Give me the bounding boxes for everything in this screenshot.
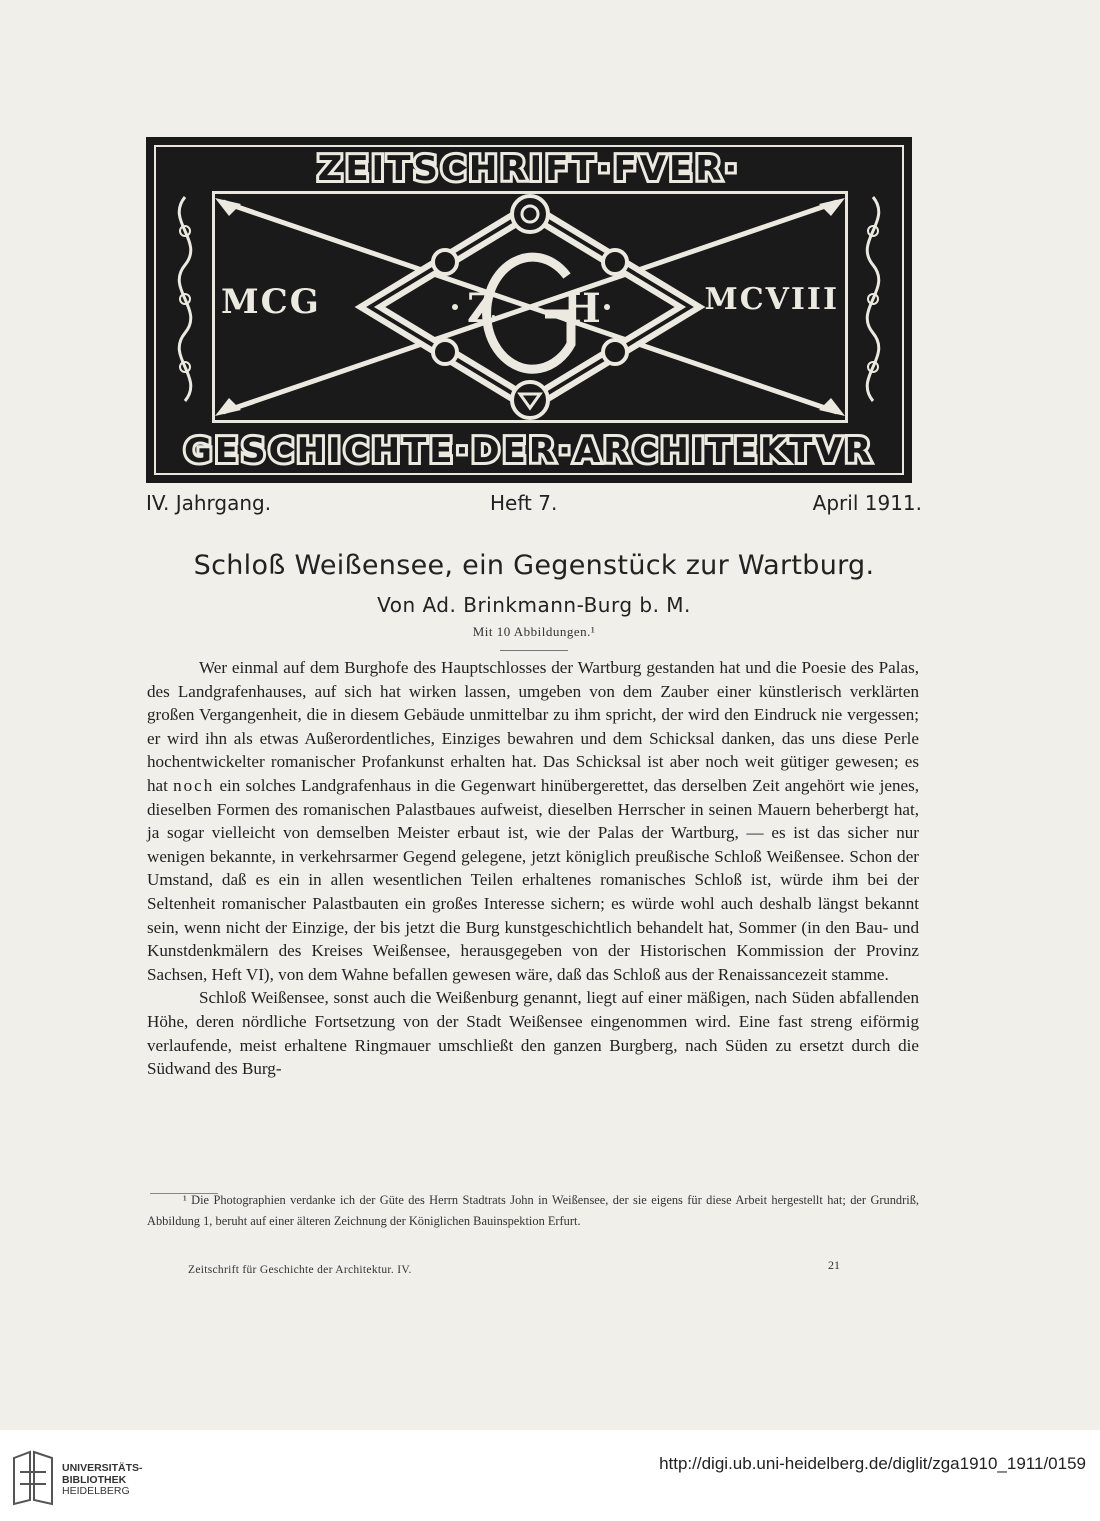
library-name: UNIVERSITÄTS- BIBLIOTHEK HEIDELBERG: [62, 1462, 143, 1497]
article-author: Von Ad. Brinkmann-Burg b. M.: [377, 593, 691, 617]
footnote: ¹ Die Photographien verdanke ich der Güte des Herrn Stadtrats John in Weißensee, der sie eigens für diese Arbeit hergestellt hat; der Grundriß, Abbildung 1, beruht auf einer älteren Zeichnung der Königlichen Bauinspektion Erfurt.: [147, 1193, 919, 1228]
paragraph-2: Schloß Weißensee, sonst auch die Weißenburg genannt, liegt auf einer mäßigen, nach Süden abfallenden Höhe, deren nördliche Fortsetzung von der Stadt Weißensee eingenommen wird. Eine fast streng eiförmig verlaufende, meist erhaltene Ringmauer umschließt den ganzen Burgberg, nach Süden zu ersetzt durch die Südwand des Burg-: [147, 988, 919, 1079]
paragraph-1: Wer einmal auf dem Burghofe des Hauptschlosses der Wartburg gestanden hat und die Poesie des Palas, des Landgrafenhauses, auf sich hat wirken lassen, umgeben von dem Zauber einer künstlerisch verklärten großen Vergangenheit, die in diesem Gebäude unmittelbar zu ihm spricht, der wird den Eindruck nie vergessen; er wird ihn als etwas Außerordentliches, Einziges bewahren und dem Schicksal danken, das uns diese Perle hochentwickelter romanischer Profankunst erhalten hat. Das Schicksal ist aber noch weit gütiger gewesen; es hat noch ein solches Landgrafenhaus in die Gegenwart hinübergerettet, das derselben Zeit angehört wie jenes, dieselben Formen des romanischen Palastbaues aufweist, dieselben Herrscher in seinen Mauern beherbergt hat, ja sogar vielleicht von demselben Meister erbaut ist, wie der Palas der Wartburg, — es ist das sicher nur wenigen bekannte, in verkehrsarmer Gegend gelegene, jetzt königlich preußische Schloß Weißensee. Schon der Umstand, daß es ein in allen wesentlichen Teilen erhaltenes romanisches Schloß ist, würde ihm bei der Seltenheit romanischer Palastbauten ein großes Interesse sichern; es würde wohl auch deshalb längst bekannt sein, wenn nicht der Einzige, der bis jetzt die Burg kunstgeschichtlich behandelt hat, Sommer (in den Bau- und Kunstdenkmälern des Kreises Weißensee, herausgegeben von der Historischen Kommission der Provinz Sachsen, Heft VI), von dem Wahne befallen gewesen wäre, daß das Schloß aus der Renaissancezeit stamme.: [147, 658, 920, 984]
left-scroll-ornament: [160, 191, 210, 423]
center-monogram-h: H: [563, 285, 601, 332]
left-monogram: MCG: [221, 282, 321, 322]
center-monogram-z: Z: [467, 285, 497, 332]
issue-number: Heft 7.: [490, 491, 558, 515]
volume-label: IV. Jahrgang.: [146, 491, 272, 515]
page-number: 21: [828, 1258, 840, 1272]
permalink-url[interactable]: http://digi.ub.uni-heidelberg.de/diglit/zga1910_1911/0159: [659, 1454, 1086, 1473]
issue-date: April 1911.: [812, 491, 922, 515]
emphasis-noch: noch: [173, 775, 215, 795]
article-body: [147, 656, 919, 1081]
title-separator: [500, 650, 568, 651]
masthead-top-text: ZEITSCHRIFT·FVER·: [317, 149, 741, 189]
journal-footer: Zeitschrift für Geschichte der Architektur. IV.: [188, 1264, 412, 1276]
university-library-logo-icon: [10, 1450, 56, 1506]
masthead-bottom-text: GESCHICHTE·DER·ARCHITEKTVR: [184, 431, 874, 471]
masthead-center-panel: [212, 191, 848, 423]
illustrations-note: Mit 10 Abbildungen.¹: [472, 624, 596, 639]
issue-info-line: [146, 491, 922, 521]
right-monogram: MCVIII: [704, 282, 839, 317]
masthead-banner: [146, 137, 912, 483]
article-title: Schloß Weißensee, ein Gegenstück zur Wartburg.: [193, 550, 875, 581]
right-scroll-ornament: [848, 191, 898, 423]
